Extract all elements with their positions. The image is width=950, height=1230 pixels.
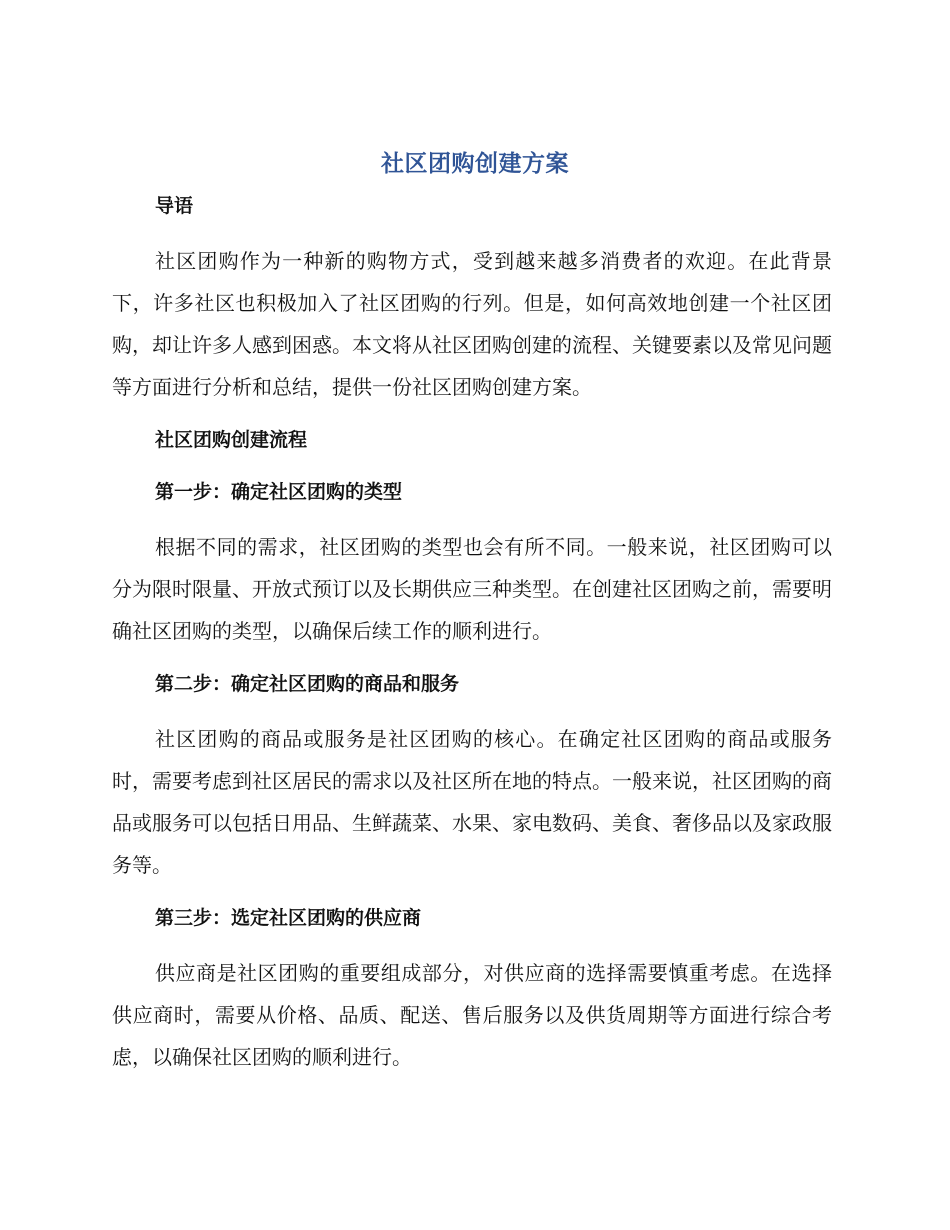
process-heading: 社区团购创建流程 — [155, 429, 308, 451]
step2-paragraph: 社区团购的商品或服务是社区团购的核心。在确定社区团购的商品或服务时，需要考虑到社区居民的需求以及社区所在地的特点。一般来说，社区团购的商品或服务可以包括日用品、生鲜蔬菜、水果、家电数码、美食、奢侈品以及家政服务等。 — [112, 727, 832, 877]
step1-paragraph: 根据不同的需求，社区团购的类型也会有所不同。一般来说，社区团购可以分为限时限量、开放式预订以及长期供应三种类型。在创建社区团购之前，需要明确社区团购的类型，以确保后续工作的顺利进行。 — [112, 535, 832, 643]
intro-paragraph: 社区团购作为一种新的购物方式，受到越来越多消费者的欢迎。在此背景下，许多社区也积极加入了社区团购的行列。但是，如何高效地创建一个社区团购，却让许多人感到困惑。本文将从社区团购创建的流程、关键要素以及常见问题等方面进行分析和总结，提供一份社区团购创建方案。 — [112, 249, 832, 399]
intro-heading: 导语 — [155, 195, 194, 217]
step3-heading: 第三步：选定社区团购的供应商 — [155, 907, 422, 929]
step2-heading: 第二步：确定社区团购的商品和服务 — [155, 673, 460, 695]
document-title: 社区团购创建方案 — [381, 151, 569, 177]
document-body — [112, 188, 832, 1078]
step1-heading: 第一步：确定社区团购的类型 — [155, 481, 403, 503]
step3-paragraph: 供应商是社区团购的重要组成部分，对供应商的选择需要慎重考虑。在选择供应商时，需要从价格、品质、配送、售后服务以及供货周期等方面进行综合考虑，以确保社区团购的顺利进行。 — [112, 961, 832, 1069]
